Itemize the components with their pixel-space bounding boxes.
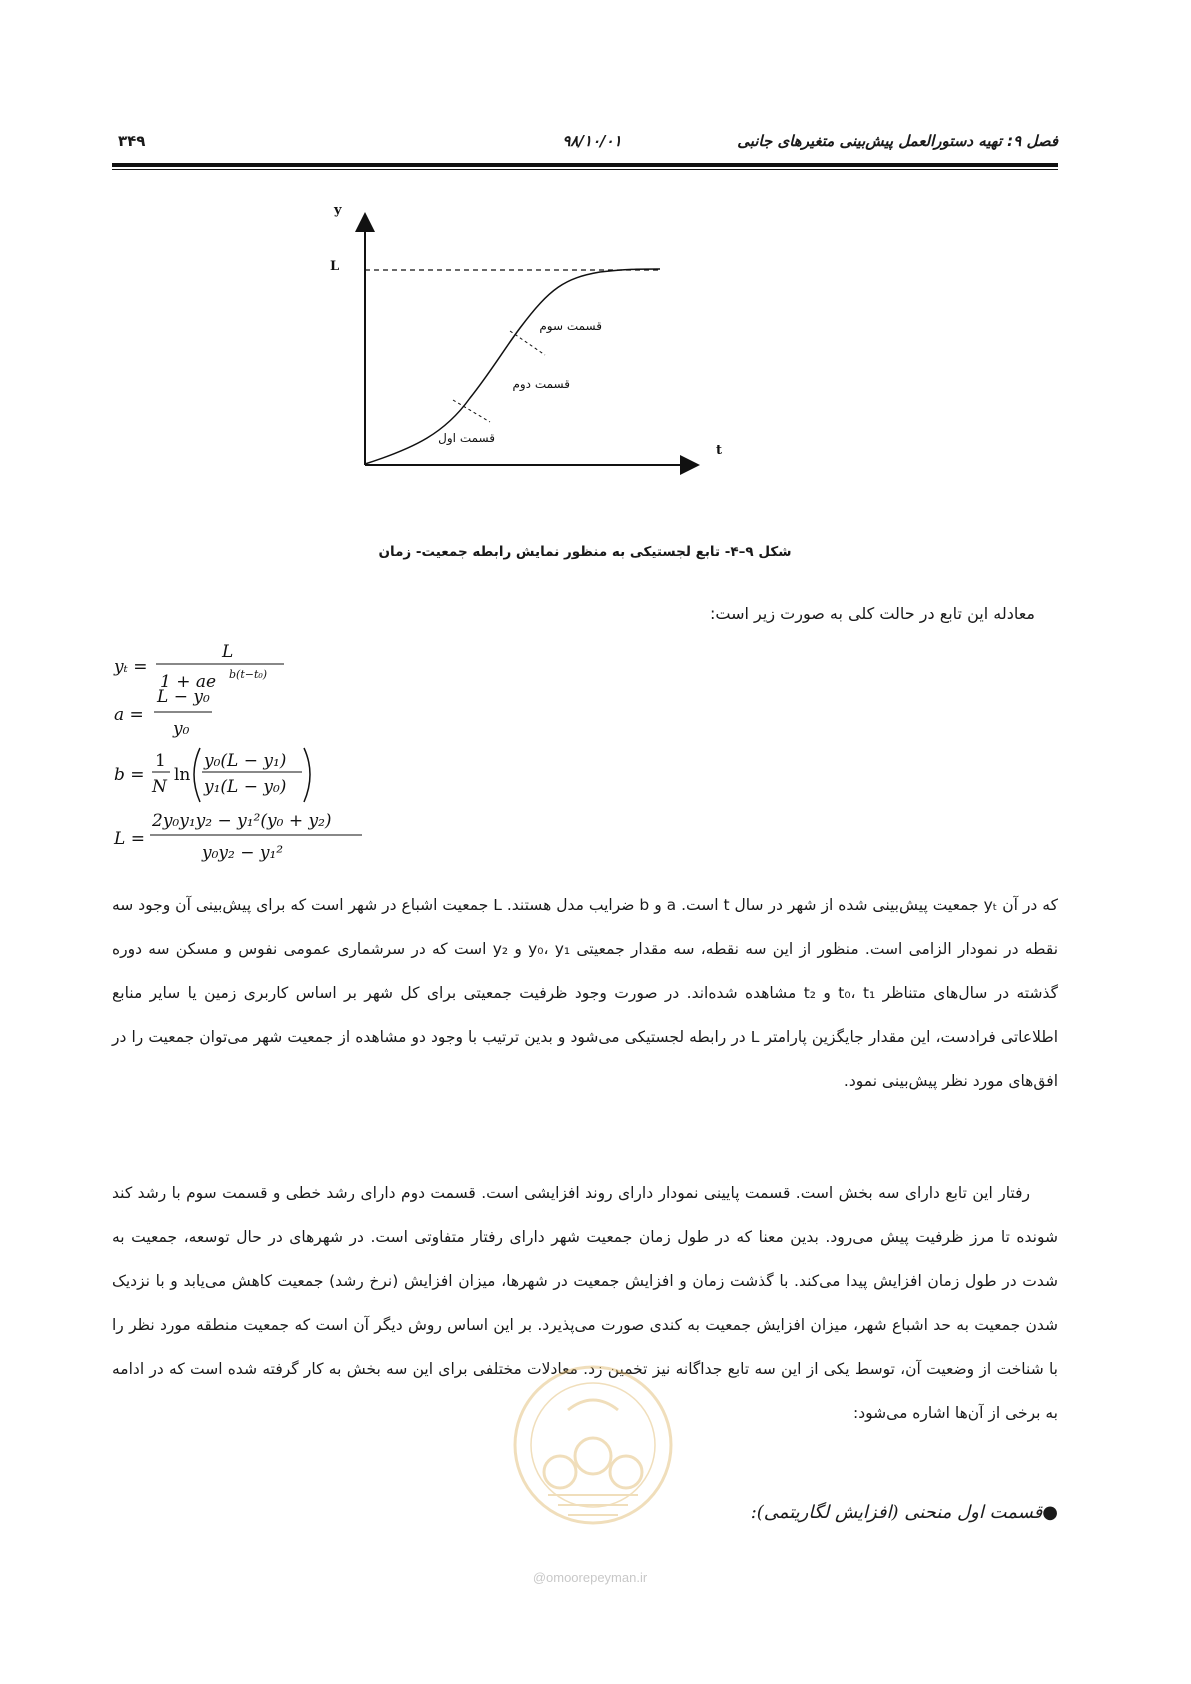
section1-label: قسمت اول [438, 431, 495, 445]
logistic-figure [330, 203, 760, 502]
header-rule-thin [112, 169, 1058, 170]
page-number: ۳۴۹ [118, 132, 146, 150]
header-date: ۹۸/۱۰/۰۱ [562, 132, 622, 150]
eq3-left-paren [194, 748, 200, 802]
watermark-site: @omoorepeyman.ir [532, 1570, 648, 1585]
section3-label: قسمت سوم [539, 319, 602, 333]
eq1-lhs: yₜ = [114, 657, 148, 677]
separator-2 [510, 331, 545, 355]
chapter-title: فصل ۹: تهیه دستورالعمل پیش‌بینی متغیرهای جانبی [737, 132, 1058, 150]
eq1-exponent: b(t−t₀) [229, 668, 268, 681]
figure-caption: شکل ۹–۴- تابع لجستیکی به منظور نمایش رابطه جمعیت- زمان [378, 544, 792, 560]
eq3-frac-num: 1 [155, 751, 166, 771]
equations-svg [112, 636, 452, 886]
eq2-numerator: L − y₀ [157, 687, 210, 707]
eq4-numerator: 2y₀y₁y₂ − y₁²(y₀ + y₂) [152, 811, 332, 831]
y-axis-label: y [334, 203, 342, 218]
logistic-curve [365, 269, 660, 464]
eq4-denominator: y₀y₂ − y₁² [202, 843, 284, 863]
limit-label: L [330, 259, 340, 274]
eq3-lhs: b = [114, 765, 145, 785]
bullet-section1: ●قسمت اول منحنی (افزایش لگاریتمی): [750, 1502, 1058, 1523]
header-rule-thick [112, 163, 1058, 167]
eq3-frac-den: N [152, 777, 167, 797]
eq2-lhs: a = [114, 705, 144, 725]
page-header [112, 132, 1058, 162]
watermark-logo [508, 1360, 678, 1534]
eq3-right-paren [304, 748, 310, 802]
eq3-ln: ln [174, 765, 191, 785]
eq3-inner-den: y₁(L − y₀) [204, 777, 287, 797]
watermark-emblem [508, 1360, 678, 1530]
eq3-inner-num: y₀(L − y₁) [204, 751, 287, 771]
separator-1 [453, 400, 490, 422]
eq4-lhs: L = [114, 829, 145, 849]
paragraph-behavior: رفتار این تابع دارای سه بخش است. قسمت پایینی نمودار دارای روند افزایشی است. قسمت دوم دارای رشد خطی و قسمت سوم با رشد کند شونده تا مرز ظرفیت پیش می‌رود. بدین معنا که در طول زمان جمعیت شهر دارای رفتار متفاوتی است. در شهرهای در حال توسعه، جمعیت به شدت در طول زمان افزایش پیدا می‌کند. با گذشت زمان و افزایش جمعیت در شهرها، میزان افزایش (نرخ رشد) جمعیت کاهش می‌یابد و با نزدیک شدن جمعیت به حد اشباع شهر، میزان افزایش جمعیت به کندی صورت می‌پذیرد. بر این اساس روش دیگر آن است که جمعیت منطقه مورد نظر را با شناخت از وضعیت آن، توسط یکی از این سه تابع جداگانه نیز تخمین زد. معادلات مختلفی برای این سه بخش به کار گرفته شده است که در ادامه به برخی از آن‌ها اشاره می‌شود: [112, 1184, 1058, 1422]
eq1-denominator: 1 + ae [160, 672, 217, 692]
eq1-numerator: L [222, 642, 234, 662]
equation-intro: معادله این تابع در حالت کلی به صورت زیر است: [710, 604, 1035, 623]
section2-label: قسمت دوم [512, 377, 570, 391]
paragraph-definitions: که در آن yₜ جمعیت پیش‌بینی شده از شهر در سال t است. a و b ضرایب مدل هستند. L جمعیت اشباع در شهر است که برای پیش‌بینی آن وجود سه نقطه در نمودار الزامی است. منظور از این سه نقطه، سه مقدار جمعیتی y₀، y₁ و y₂ است که در سرشماری عمومی نفوس و مسکن سه دوره گذشته در سال‌های متناظر t₀، t₁ و t₂ مشاهده شده‌اند. در صورت وجود ظرفیت جمعیتی برای کل شهر بر اساس کاربری زمین یا سایر منابع اطلاعاتی فرادست، این مقدار جایگزین پارامتر L در رابطه لجستیکی می‌شود و بدین ترتیب با وجود دو مشاهده از جمعیت شهر می‌توان جمعیت را در افق‌های مورد نظر پیش‌بینی نمود. [112, 896, 1059, 1090]
eq2-denominator: y₀ [173, 719, 190, 739]
x-axis-label: t [716, 443, 723, 458]
logistic-diagram [330, 203, 760, 498]
equations-block [112, 636, 452, 890]
